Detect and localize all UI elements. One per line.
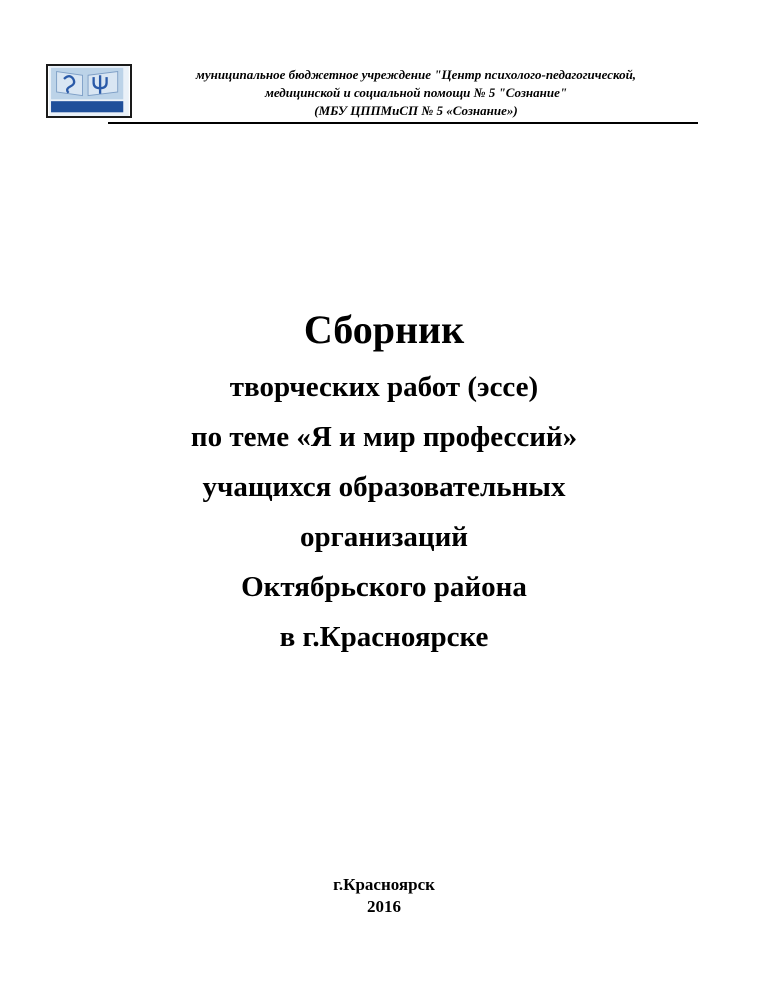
title-block bbox=[0, 300, 768, 662]
subtitle-line-3: учащихся образовательных bbox=[202, 471, 566, 503]
footer-year: 2016 bbox=[367, 897, 401, 916]
header-line-3: (МБУ ЦППМиСП № 5 «Сознание») bbox=[314, 103, 518, 118]
subtitle-line-6: в г.Красноярске bbox=[279, 621, 489, 653]
organization-logo bbox=[46, 64, 132, 118]
header-line-1: муниципальное бюджетное учреждение "Центр психолого-педагогической, bbox=[195, 67, 637, 82]
main-title: Сборник bbox=[303, 307, 465, 352]
organization-name bbox=[134, 66, 698, 120]
document-footer bbox=[0, 874, 768, 918]
footer-city: г.Красноярск bbox=[333, 875, 435, 894]
header-divider bbox=[108, 122, 698, 124]
header-line-2: медицинской и социальной помощи № 5 "Сознание" bbox=[264, 85, 568, 100]
subtitle-line-5: Октябрьского района bbox=[241, 571, 527, 603]
subtitle-line-2: по теме «Я и мир профессий» bbox=[190, 421, 578, 453]
document-header bbox=[46, 64, 698, 126]
subtitle-line-4: организаций bbox=[300, 521, 468, 553]
sozanie-logo-icon bbox=[48, 66, 130, 116]
subtitle-line-1: творческих работ (эссе) bbox=[229, 371, 539, 403]
